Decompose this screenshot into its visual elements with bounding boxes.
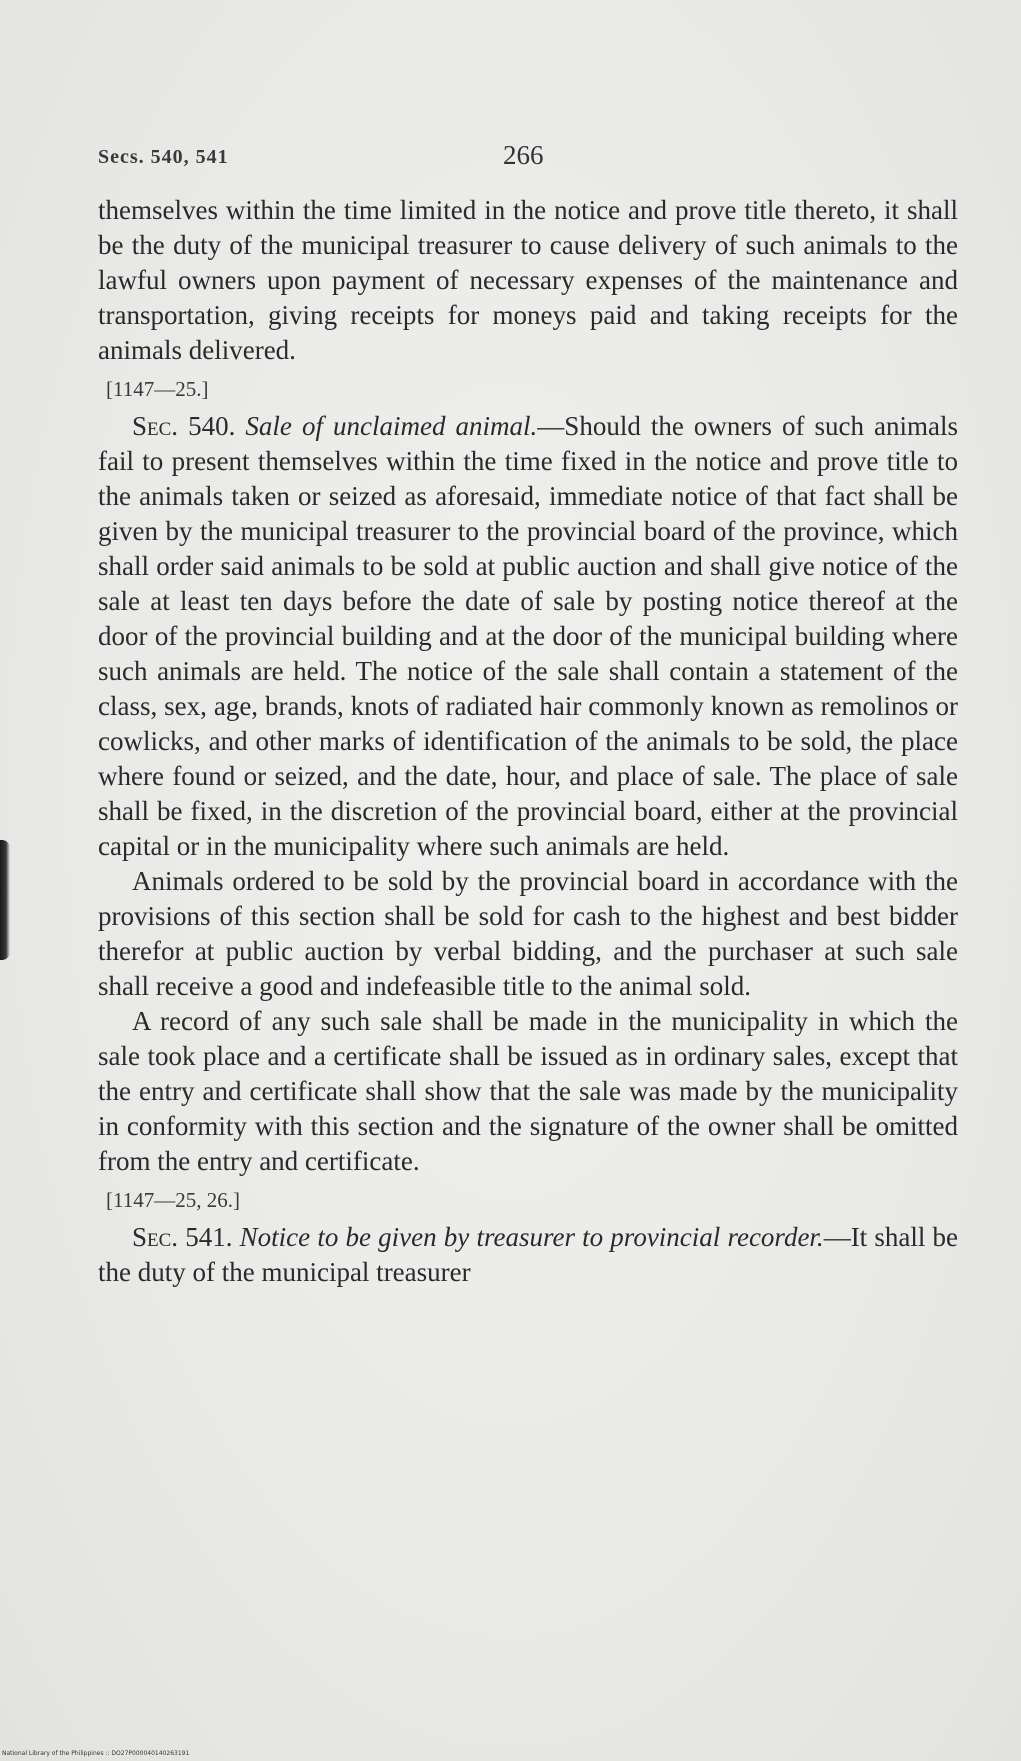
- section-541-label: Sec. 541.: [132, 1222, 233, 1252]
- running-head-section-ref: Secs. 540, 541: [98, 146, 229, 168]
- section-541-title: Notice to be given by treasurer to provincial recorder.: [239, 1222, 824, 1252]
- section-540-text: —Should the owners of such animals fail to present themselves within the time fixed in the notice and prove title to the animals taken or seized as aforesaid, immediate notice of that fact shall be given by the municipal treasurer to the provincial board of the province, which shall order said animals to be sold at public auction and shall give notice of the sale at least ten days before the date of sale by posting notice thereof at the door of the provincial building and at the door of the municipal building where such animals are held. The notice of the sale shall contain a statement of the class, sex, age, brands, knots of radiated hair commonly known as remolinos or cowlicks, and other marks of identification of the animals to be sold, the place where found or seized, and the date, hour, and place of sale. The place of sale shall be fixed, in the discretion of the provincial board, either at the provincial capital or in the municipality where such animals are held.: [98, 411, 959, 861]
- page-body: [98, 193, 958, 1290]
- page-number: 266: [503, 140, 544, 170]
- footer-credit: National Library of the Philippines :: DO27P000040140263191: [2, 1750, 190, 1757]
- paragraph-animals-sold: Animals ordered to be sold by the provincial board in accordance with the provisions of this section shall be sold for cash to the highest and best bidder therefor at public auction by verbal bidding, and the purchaser at such sale shall receive a good and indefeasible title to the animal sold.: [98, 866, 958, 1001]
- section-541-text: —It shall be the duty of the municipal treasurer: [98, 1222, 959, 1287]
- citation-ref-1: [1147—25.]: [106, 377, 209, 401]
- citation-ref-2: [1147—25, 26.]: [106, 1188, 240, 1212]
- binding-shadow: [0, 840, 10, 960]
- paragraph-record-of-sale: A record of any such sale shall be made in the municipality in which the sale took place and a certificate shall be issued as in ordinary sales, except that the entry and certificate shall show that the sale was made by the municipality in conformity with this section and the signature of the owner shall be omitted from the entry and certificate.: [98, 1006, 958, 1176]
- section-541: [98, 1220, 958, 1290]
- section-540: [98, 409, 958, 864]
- section-540-label: Sec. 540.: [132, 411, 236, 441]
- page-header: [98, 140, 958, 176]
- section-540-title: Sale of unclaimed animal.: [245, 411, 538, 441]
- continued-paragraph: themselves within the time limited in the notice and prove title thereto, it shall be the duty of the municipal treasurer to cause delivery of such animals to the lawful owners upon payment of necessary expenses of the maintenance and transportation, giving receipts for moneys paid and taking receipts for the animals delivered.: [98, 195, 958, 365]
